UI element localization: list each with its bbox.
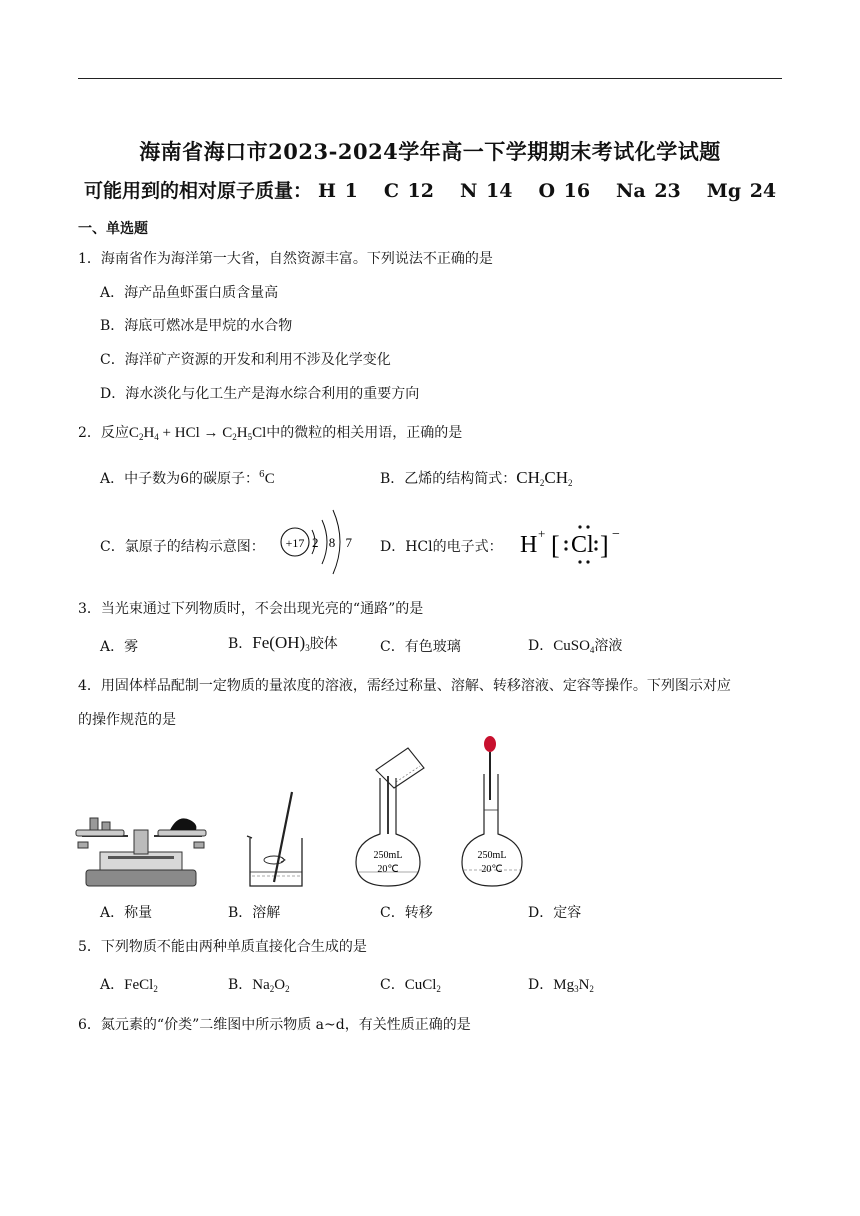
- page-title: 海南省海口市2023-2024学年高一下学期期末考试化学试题: [139, 139, 721, 164]
- atom-mass: C 12: [383, 180, 434, 202]
- q4-option-c: C．转移: [380, 905, 433, 921]
- q3-option-a: A．雾: [100, 639, 139, 655]
- ferric-hydroxide-formula: $Fe(OH)_3$: [252, 633, 310, 653]
- q2-option-c: C．氯原子的结构示意图：: [100, 539, 265, 555]
- copper-sulfate-formula: CuSO$_4$: [553, 638, 595, 655]
- q1-option-c: C．海洋矿产资源的开发和利用不涉及化学变化: [100, 352, 391, 368]
- q3-option-b-pre: B．: [228, 636, 253, 652]
- ethylene-formula: $CH_2CH_2$: [516, 468, 573, 488]
- atom-mass: Na 23: [616, 180, 681, 202]
- beaker-dissolving-illustration: [244, 790, 308, 890]
- q2-option-b-text: B．乙烯的结构简式：: [380, 471, 517, 487]
- q3-option-b-post: 胶体: [309, 636, 338, 652]
- q5-option-d-label: D．: [528, 977, 554, 993]
- reaction-equation: $C_2H_4$ + HCl → $C_2H_5Cl$: [128, 425, 267, 442]
- q2-option-a: [100, 468, 275, 488]
- atomic-masses-label: 可能用到的相对原子质量：: [84, 180, 313, 202]
- question-2-stem: [78, 422, 462, 442]
- question-4-stem-line-2: 的操作规范的是: [78, 712, 176, 728]
- volumetric-flask-dropper-illustration: [458, 734, 528, 890]
- q5-option-a-label: A．: [100, 977, 125, 993]
- svg-text:H: H: [520, 532, 538, 558]
- section-heading: 一、单选题: [78, 221, 148, 237]
- atom-mass: N 14: [460, 180, 513, 202]
- svg-text:−: −: [612, 527, 620, 542]
- atom-mass: H 1: [318, 180, 358, 202]
- q5-option-d: [528, 974, 594, 994]
- q5-option-b: [228, 974, 290, 994]
- electron-shells: 2 8 7: [312, 535, 352, 550]
- copper-chloride-formula: CuCl$_2$: [404, 977, 441, 994]
- question-1-stem: 1．海南省作为海洋第一大省，自然资源丰富。下列说法不正确的是: [78, 251, 493, 267]
- q2-stem-pre: 2．反应: [78, 425, 129, 441]
- atom-mass: Mg 24: [706, 180, 777, 202]
- mass-number: 6: [259, 470, 265, 480]
- flask-volume-label: 250mL: [477, 850, 507, 861]
- hcl-electron-formula: [518, 518, 630, 566]
- q2-option-b: [380, 468, 573, 488]
- volumetric-flask-transfer-illustration: [350, 738, 436, 890]
- q3-option-d-post: 溶液: [594, 638, 623, 654]
- svg-text:]: ]: [600, 531, 609, 560]
- q4-option-d: D．定容: [528, 905, 582, 921]
- q3-option-c: C．有色玻璃: [380, 639, 461, 655]
- q5-option-c-label: C．: [380, 977, 405, 993]
- q2-option-d: D．HCl的电子式：: [380, 539, 503, 555]
- atomic-masses: [84, 176, 802, 203]
- chlorine-atom-diagram: [278, 506, 358, 578]
- question-3-stem: 3．当光束通过下列物质时，不会出现光亮的“通路”的是: [78, 601, 424, 617]
- q1-option-a: A．海产品鱼虾蛋白质含量高: [100, 285, 279, 301]
- q5-option-b-label: B．: [228, 977, 253, 993]
- q4-option-a: A．称量: [100, 905, 153, 921]
- flask-temperature-label: 20℃: [481, 864, 503, 875]
- q4-option-b: B．溶解: [228, 905, 281, 921]
- carbon-symbol: C: [264, 471, 275, 487]
- q1-option-b: B．海底可燃冰是甲烷的水合物: [100, 318, 293, 334]
- flask-volume-label: 250mL: [373, 850, 403, 861]
- question-4-stem-line-1: 4．用固体样品配制一定物质的量浓度的溶液，需经过称量、溶解、转移溶液、定容等操作。下列图示对应: [78, 678, 731, 694]
- question-5-stem: 5．下列物质不能由两种单质直接化合生成的是: [78, 939, 367, 955]
- q5-option-a: [100, 974, 158, 994]
- balance-scale-illustration: [74, 812, 208, 892]
- ferrous-chloride-formula: FeCl$_2$: [124, 977, 158, 994]
- q2-stem-post: 中的微粒的相关用语，正确的是: [266, 425, 463, 441]
- svg-text:Cl: Cl: [571, 532, 594, 558]
- flask-temperature-label: 20℃: [377, 864, 399, 875]
- question-6-stem: 6．氮元素的“价类”二维图中所示物质 a~d，有关性质正确的是: [78, 1017, 471, 1033]
- q1-option-d: D．海水淡化与化工生产是海水综合利用的重要方向: [100, 386, 420, 402]
- nucleus-charge: +17: [285, 536, 305, 550]
- q3-option-b: [228, 633, 338, 653]
- magnesium-nitride-formula: $Mg_3N_2$: [553, 977, 594, 994]
- q3-option-d: [528, 635, 622, 655]
- header-rule: [78, 78, 782, 79]
- q2-option-a-text: A．中子数为6的碳原子：: [100, 471, 260, 487]
- svg-text:[: [: [551, 531, 560, 560]
- atom-mass: O 16: [538, 180, 591, 202]
- svg-text:+: +: [538, 526, 546, 541]
- q3-option-d-pre: D．: [528, 638, 554, 654]
- sodium-peroxide-formula: $Na_2O_2$: [252, 977, 290, 994]
- q5-option-c: [380, 974, 441, 994]
